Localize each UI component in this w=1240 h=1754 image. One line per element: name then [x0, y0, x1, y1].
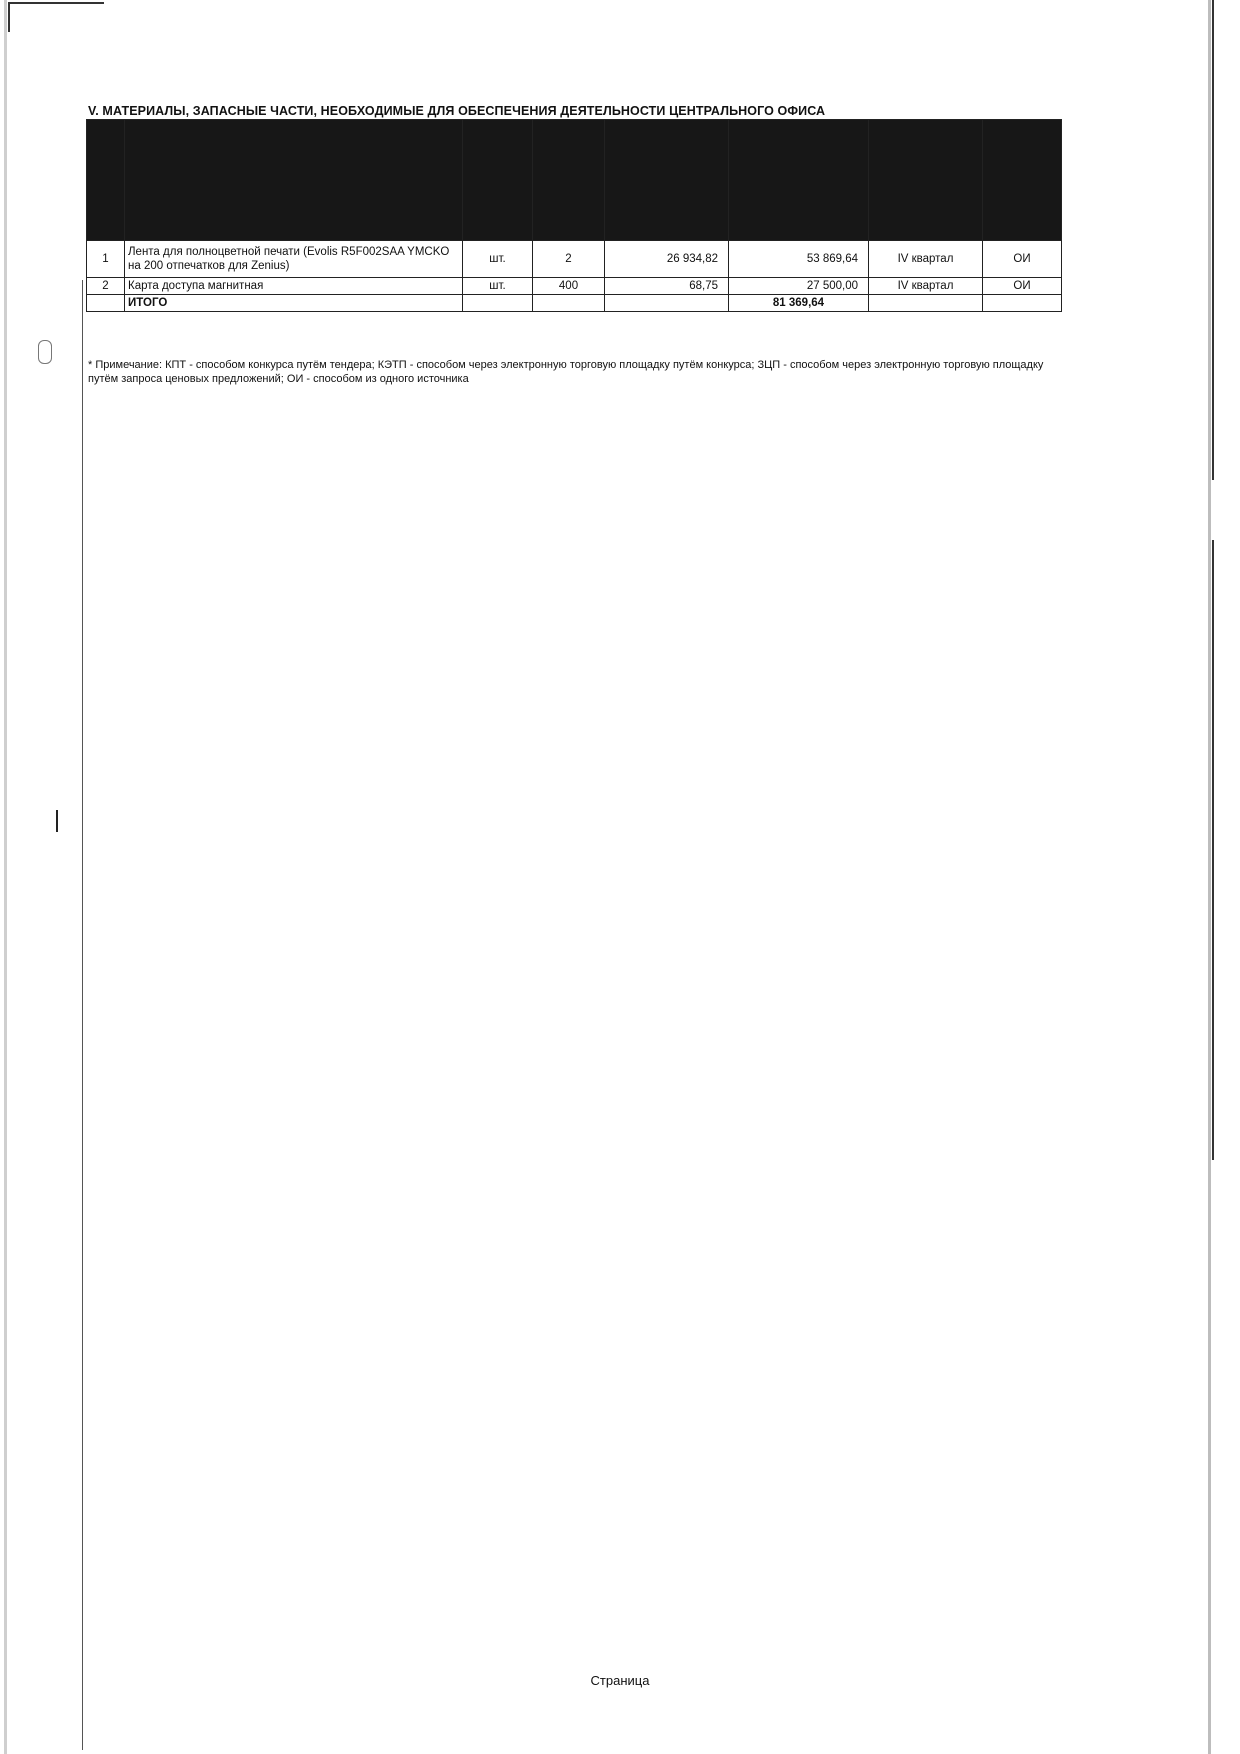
scan-edge-top [8, 2, 104, 4]
table-header-row [87, 120, 1062, 241]
item-method: ОИ [983, 241, 1062, 278]
table-row [87, 241, 1062, 278]
punch-hole [38, 340, 52, 364]
scan-edge-tick [8, 2, 10, 32]
item-price: 68,75 [605, 278, 729, 295]
table-total-row [87, 295, 1062, 312]
empty-cell [983, 295, 1062, 312]
empty-cell [533, 295, 605, 312]
header-cell [729, 120, 869, 241]
item-method: ОИ [983, 278, 1062, 295]
scan-edge-right-dark [1212, 540, 1214, 1160]
item-qty: 2 [533, 241, 605, 278]
total-sum: 81 369,64 [729, 295, 869, 312]
header-cell [605, 120, 729, 241]
scan-mark [56, 810, 58, 832]
empty-cell [463, 295, 533, 312]
row-number: 1 [87, 241, 125, 278]
item-qty: 400 [533, 278, 605, 295]
scan-binder-line [82, 280, 83, 1750]
row-number: 2 [87, 278, 125, 295]
header-cell [533, 120, 605, 241]
item-price: 26 934,82 [605, 241, 729, 278]
empty-cell [605, 295, 729, 312]
header-cell [87, 120, 125, 241]
table-row [87, 278, 1062, 295]
total-label: ИТОГО [125, 295, 463, 312]
empty-cell [869, 295, 983, 312]
materials-table [86, 119, 1062, 312]
item-name: Лента для полноцветной печати (Evolis R5F002SAA YMCKO на 200 отпечатков для Zenius) [125, 241, 463, 278]
empty-cell [87, 295, 125, 312]
scan-edge-left [4, 0, 7, 1754]
section-title: V. МАТЕРИАЛЫ, ЗАПАСНЫЕ ЧАСТИ, НЕОБХОДИМЫЕ ДЛЯ ОБЕСПЕЧЕНИЯ ДЕЯТЕЛЬНОСТИ ЦЕНТРАЛЬНОГО ОФИСА [88, 104, 826, 118]
item-period: IV квартал [869, 278, 983, 295]
header-cell [983, 120, 1062, 241]
item-period: IV квартал [869, 241, 983, 278]
page-footer: Страница [590, 1673, 650, 1688]
scan-edge-right [1208, 0, 1211, 1754]
header-cell [463, 120, 533, 241]
item-unit: шт. [463, 278, 533, 295]
item-unit: шт. [463, 241, 533, 278]
item-name: Карта доступа магнитная [125, 278, 463, 295]
item-sum: 27 500,00 [729, 278, 869, 295]
item-sum: 53 869,64 [729, 241, 869, 278]
scan-edge-right-dark [1212, 0, 1214, 480]
header-cell [869, 120, 983, 241]
footnote: * Примечание: КПТ - способом конкурса путём тендера; КЭТП - способом через электронную торговую площадку путём конкурса; ЗЦП - способом через электронную торговую площадку путём запроса ценовых предложений; ОИ - способом из одного источника [88, 359, 1044, 385]
header-cell [125, 120, 463, 241]
